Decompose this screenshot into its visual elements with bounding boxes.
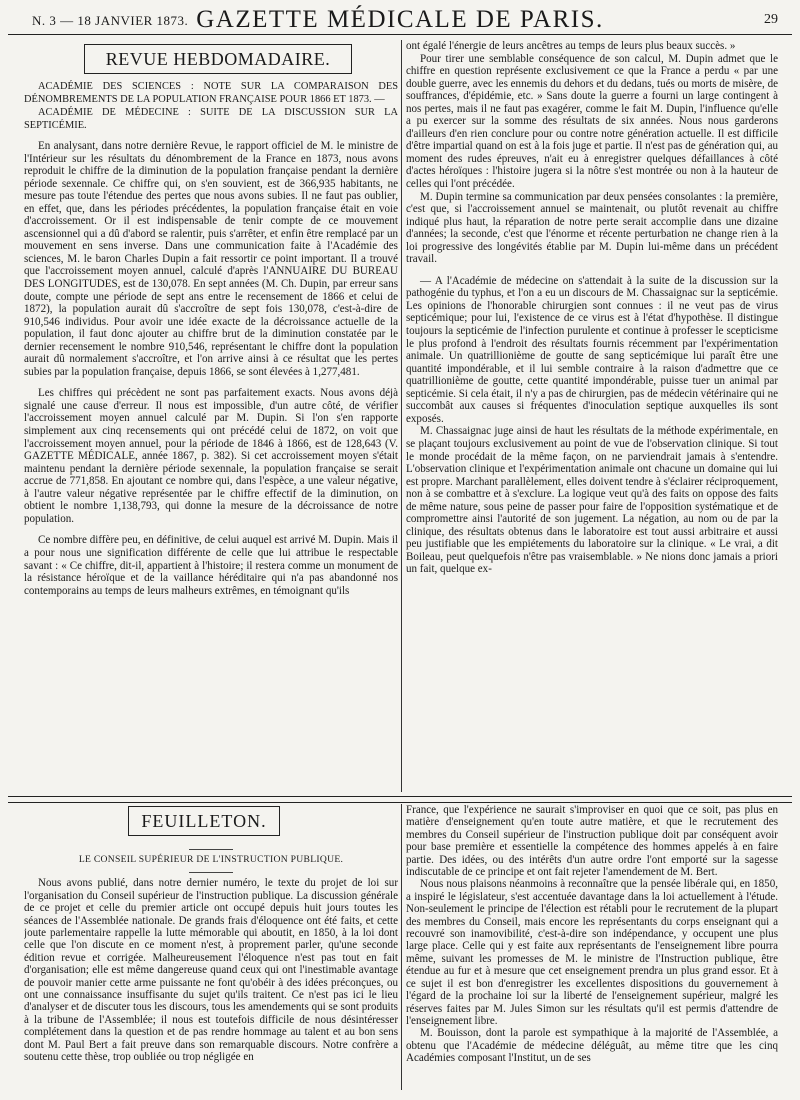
newspaper-page [8, 4, 792, 1090]
column-divider [401, 804, 402, 1090]
article-paragraph: ont égalé l'énergie de leurs ancêtres au temps de leurs plus beaux succès. » [406, 40, 736, 52]
revue-heading: REVUE HEBDOMADAIRE. [84, 44, 352, 74]
revue-summary [24, 80, 398, 132]
revue-heading-box [24, 40, 398, 74]
page-number: 29 [764, 12, 778, 27]
column-divider [401, 40, 402, 792]
article-paragraph: Pour tirer une semblable conséquence de son calcul, M. Dupin admet que le chiffre en question représente exclusivement ce que la France a perdu « par une double guerre, avec les ennemis du dehors et du dedans, tués ou morts de misère, de souffrances, d'épidémie, etc. » Sans doute la guerre a fourni un large contingent à nos pertes, mais il ne faut pas exagérer, comme le fait M. Dupin, l'influence qu'elle a pu exercer sur la somme des résultats de six années. Nous nous garderons d'ailleurs d'en rien conclure pour ou contre notre génération actuelle. Il est difficile d'être impartial quand on est à la fois juge et partie. Il n'est pas de génération qui, au moment des rudes épreuves, n'ait eu à enregistrer quelques défaillances à côté d'actes héroïques : l'histoire jugera si la nôtre s'est montrée ou non à la hauteur de celles qui l'ont précédée. [406, 52, 778, 191]
article-paragraph: Ce nombre diffère peu, en définitive, de celui auquel est arrivé M. Dupin. Mais il a pour nous une signification différente de celle que lui attribue le respectable savant : « Ce chiffre, dit-il, appartient à l'histoire; il restera comme un monument de la résistance héroïque et de la vaillance héréditaire qui n'a pas abandonné nos contemporains au temps de leurs malheurs extrêmes, en témoignant qu'ils [24, 534, 398, 597]
revue-left-column [24, 40, 398, 792]
article-paragraph: France, que l'expérience ne saurait s'improviser en quoi que ce soit, pas plus en matière d'enseignement qu'en toute autre matière, et que le recrutement des membres du Conseil supérieur de l'instruction publique doit par conséquent avoir pour base première et essentielle la compétence des hommes appelés à en faire partie. Des idées, ou des intérêts d'un autre ordre l'ont emporté sur la sagesse indiscutable de ce principe et ont fait rejeter l'amendement de M. Bert. [406, 804, 778, 879]
feuilleton-left-column [24, 804, 398, 1090]
feuilleton-heading-box [24, 804, 398, 838]
revue-section [8, 40, 792, 792]
article-paragraph: Les chiffres qui précèdent ne sont pas parfaitement exacts. Nous avons déjà signalé une cause d'erreur. Il nous est impossible, d'un autre côté, de vérifier l'accroissement moyen annuel calculé par M. Dupin. Si l'on s'en rapporte simplement aux cinq recensements qui ont précédé celui de 1872, on voit que l'accroissement moyen annuel, pour la période de 1846 à 1866, est de 128,643 (V. GAZETTE MÉDICALE, année 1867, p. 382). Si cet accroissement moyen s'était maintenu pendant la dernière période sexennale, la population française se serait accrue de 771,858. En ajoutant ce nombre qui, dans l'espèce, a une valeur négative, à l'autre valeur négative représentée par le chiffre effectif de la diminution, on obtient le nombre 1,138,793, qui donne la mesure de la décroissance de notre population. [24, 387, 398, 525]
newspaper-title: GAZETTE MÉDICALE DE PARIS. [196, 6, 604, 33]
masthead [8, 4, 792, 35]
section-divider [8, 796, 792, 803]
article-paragraph: M. Dupin termine sa communication par deux pensées consolantes : la première, c'est que, si l'accroissement annuel se maintenait, ou plutôt revenait au chiffre indiqué plus haut, la réparation de notre perte serait accomplie dans une dizaine d'années; la seconde, c'est que l'énorme et récente perturbation ne change rien à la loi progressive des longévités établie par M. Dupin lui-même dans un précédent travail. [406, 190, 778, 266]
article-paragraph: Nous nous plaisons néanmoins à reconnaître que la pensée libérale qui, en 1850, a inspiré le législateur, s'est accentuée davantage dans la loi actuellement à l'étude. Non-seulement le principe de l'élection est rétabli pour le recrutement de la plupart des membres du Conseil, mais encore les représentants du corps enseignant qui a recouvré son inamovibilité, c'est-à-dire son indépendance, y occupent une plus large place. Celle qui y est faite aux représentants de l'enseignement libre pourra même, suivant les promesses de M. le ministre de l'Instruction publique, être étendue au fur et à mesure que cet enseignement prendra un plus grand essor. Et à ce sujet il est bon d'enregistrer les excellentes dispositions du gouvernement à l'égard de la prochaine loi sur la liberté de l'enseignement supérieur, malgré les réserves faites par M. Jules Simon sur les résultats qu'il est permis d'attendre de l'enseignement libre. [406, 878, 778, 1027]
article-paragraph: En analysant, dans notre dernière Revue, le rapport officiel de M. le ministre de l'Intérieur sur les résultats du dénombrement de la France en 1873, nous avons reproduit le chiffre de la diminution de la population française pendant la dernière période sexennale. Ce chiffre qui, on s'en souvient, est de 366,935 habitants, ne mesure pas toute l'étendue des pertes que nous avons subies. Il ne faut pas oublier, en effet, que, dans les périodes précédentes, la population française était en voie d'accroissement. Or il est indispensable de tenir compte de ce mouvement ascensionnel qui a dû d'abord se ralentir, puis s'arrêter, et enfin être remplacé par un mouvement en sens inverse. Dans une communication faite à l'Académie des sciences, M. le baron Charles Dupin a fait ressortir ce point important. Il a trouvé que l'accroissement moyen annuel, calculé d'après l'ANNUAIRE DU BUREAU DES LONGITUDES, est de 130,078. En sept années (M. Ch. Dupin, par erreur sans doute, compte une période de sept ans entre le recensement de 1866 et celui de 1872), la population aurait dû s'accroître de sept fois 130,078, c'est-à-dire de 910,546 individus. Pour avoir une idée exacte de la décroissance actuelle de la population, il faut donc ajouter au chiffre brut de la diminution constatée par le dernier recensement le nombre 910,546, représentant le chiffre dont la population aurait dû normalement s'accroître, et l'on arrive ainsi à ce résultat que les pertes subies par la population française, depuis 1866, se sont élevées à 1,277,481. [24, 140, 398, 378]
article-paragraph: — A l'Académie de médecine on s'attendait à la suite de la discussion sur la pathogénie du typhus, et l'on a eu un discours de M. Chassaignac sur la septicémie. Les opinions de l'honorable chirurgien sont connues : il ne veut pas de virus septicémique; pour lui, l'existence de ce virus est à l'état d'hypothèse. Il distingue toujours la septicémie de l'infection purulente et continue à professer le scepticisme le plus profond à l'endroit des résultats fournis récemment par l'expérimentation animale. Un quatrillionième de goutte de sang septicémique lui paraît être une quantité impondérable, et il lui semble contraire à la raison d'admettre que ce quatrillionième de goutte, cette quantité impondérable, puisse tuer un animal par septicémie. Si cela était, il n'y a pas de chirurgien, pas de médecin vétérinaire qui ne succombât aux causes si fréquentes d'inoculation septique auxquelles ils sont exposés. [406, 274, 778, 425]
summary-line: ACADÉMIE DE MÉDECINE : SUITE DE LA DISCUSSION SUR LA SEPTICÉMIE. [24, 107, 398, 131]
issue-line: N. 3 — 18 JANVIER 1873. [32, 13, 189, 28]
summary-line: ACADÉMIE DES SCIENCES : NOTE SUR LA COMPARAISON DES DÉNOMBREMENTS DE LA POPULATION FRANÇAISE POUR 1866 ET 1873. — [24, 81, 398, 105]
feuilleton-section [8, 804, 792, 1090]
revue-right-column [406, 40, 778, 792]
feuilleton-heading: FEUILLETON. [128, 806, 280, 836]
feuilleton-right-column [406, 804, 778, 1090]
article-paragraph: M. Bouisson, dont la parole est sympathique à la majorité de l'Assemblée, a obtenu que l'Académie de médecine déléguât, au même titre que les cinq Académies composant l'Institut, un de ses [406, 1027, 778, 1065]
article-paragraph: M. Chassaignac juge ainsi de haut les résultats de la méthode expérimentale, en se plaçant toujours exclusivement au point de vue de l'observation clinique. Si tout le monde procédait de la même façon, on ne parviendrait jamais à s'entendre. L'observation clinique et l'expérimentation animale ont chacune un domaine qui lui est propre. Marchant parallèlement, elles doivent tendre à s'éclairer réciproquement, non à se combattre et à s'exclure. La logique veut qu'à des faits on oppose des faits de même nature, sous peine de passer pour faire de l'opposition systématique et de compromettre ainsi l'autorité de son jugement. La négation, au nom ou de par la clinique, des résultats obtenus dans le laboratoire est tout aussi arbitraire et aussi peu justifiable que les empiétements du laboratoire sur la clinique. « Le vrai, a dit Boileau, peut quelquefois n'être pas vraisemblable. » Ne nions donc jamais a priori un fait, quelque ex- [406, 425, 778, 576]
article-paragraph: Nous avons publié, dans notre dernier numéro, le texte du projet de loi sur l'organisation du Conseil supérieur de l'instruction publique. La discussion générale de ce projet et celle du premier article ont occupé depuis huit jours toutes les séances de l'Assemblée nationale. De grands frais d'éloquence ont été faits, et cette joute parlementaire rappelle la lutte mémorable qui aboutit, en 1850, à la loi dont celle que l'on discute en ce moment n'est, à proprement parler, qu'une seconde édition revue et corrigée. Malheureusement l'éloquence n'est pas tout en fait d'organisation; elle est même dangereuse quand ceux qui ont l'inestimable avantage de pouvoir manier cette arme puissante ne font qu'obéir à des idées préconçues, ou ont une connaissance insuffisante du sujet qu'ils traitent. Ce n'est pas ici le lieu d'analyser et de discuter tous les discours, tous les amendements qui se sont produits à la tribune de l'Assemblée; il nous est toutefois difficile de nous désintéresser complétement dans la question et de pas rendre hommage au talent et au bon sens dont M. Paul Bert a fait preuve dans son remarquable discours. Notre confrère a soutenu cette thèse, trop oubliée ou trop négligée en [24, 877, 398, 1064]
feuilleton-subheading: LE CONSEIL SUPÉRIEUR DE L'INSTRUCTION PUBLIQUE. [78, 854, 344, 865]
